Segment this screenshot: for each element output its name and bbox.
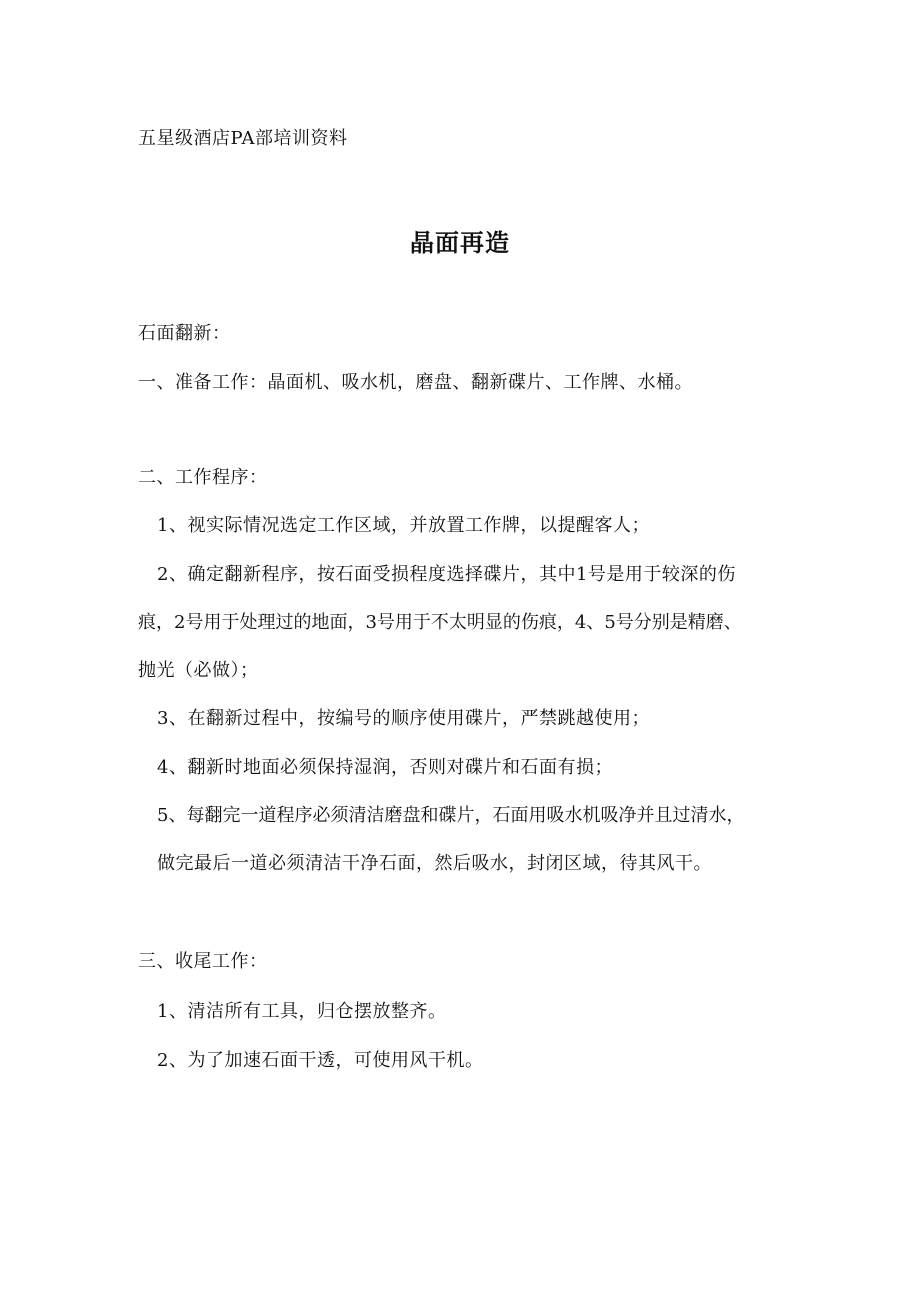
section2-step2-line1: 2、确定翻新程序，按石面受损程度选择碟片，其中1号是用于较深的伤 bbox=[157, 564, 736, 585]
section2-heading: 二、工作程序： bbox=[138, 467, 268, 488]
section2-step2-line3: 抛光（必做）； bbox=[138, 660, 259, 681]
section3-heading: 三、收尾工作： bbox=[138, 951, 268, 972]
page-title: 晶面再造 bbox=[410, 229, 510, 257]
header-org-title: 五星级酒店PA部培训资料 bbox=[138, 128, 348, 149]
section1-text: 一、准备工作：晶面机、吸水机，磨盘、翻新碟片、工作牌、水桶。 bbox=[138, 372, 693, 393]
section2-step2-line2: 痕，2号用于处理过的地面，3号用于不太明显的伤痕，4、5号分别是精磨、 bbox=[138, 612, 742, 633]
section3-step2: 2、为了加速石面干透，可使用风干机。 bbox=[157, 1050, 484, 1071]
section3-step1: 1、清洁所有工具，归仓摆放整齐。 bbox=[157, 1001, 447, 1022]
section2-step5-line1: 5、每翻完一道程序必须清洁磨盘和碟片，石面用吸水机吸净并且过清水， bbox=[157, 805, 745, 826]
section2-step5-line2: 做完最后一道必须清洁干净石面，然后吸水，封闭区域，待其风干。 bbox=[157, 853, 712, 874]
section-subtitle: 石面翻新： bbox=[138, 323, 231, 344]
section2-step4: 4、翻新时地面必须保持湿润，否则对碟片和石面有损； bbox=[157, 757, 613, 778]
section2-step3: 3、在翻新过程中，按编号的顺序使用碟片，严禁跳越使用； bbox=[157, 708, 650, 729]
section2-step1: 1、视实际情况选定工作区域，并放置工作牌，以提醒客人； bbox=[157, 515, 650, 536]
